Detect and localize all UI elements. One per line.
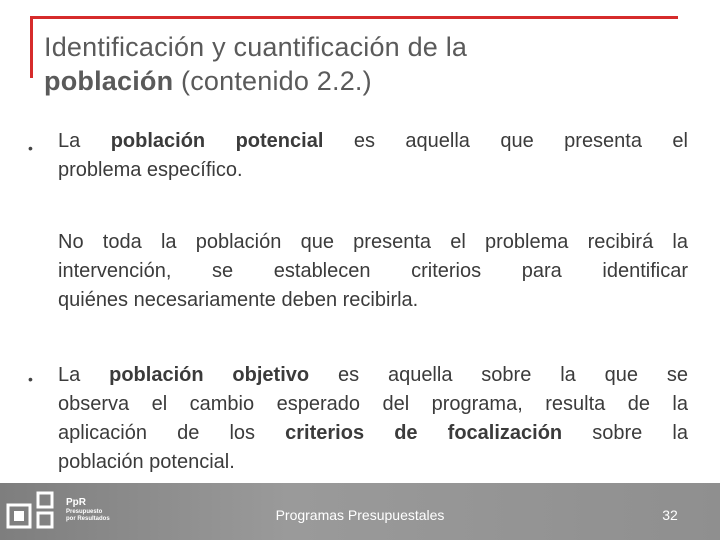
paragraph-poblacion-objetivo [58, 361, 688, 477]
text-run: quiénes necesariamente deben recibirla. [58, 289, 419, 311]
logo-main-text: PpR [66, 497, 86, 508]
bullet-1: • [28, 140, 33, 156]
footer-title: Programas Presupuestales [275, 507, 445, 523]
bold-term: criterios de focalización [285, 422, 563, 444]
page-number: 32 [662, 507, 678, 523]
title-bold-word: población [44, 66, 174, 96]
paragraph-line [58, 257, 688, 286]
text-run: No toda la población que presenta el problema recibirá la [58, 231, 688, 253]
text-run: es aquella que presenta el [323, 130, 688, 152]
bullet-2: • [28, 371, 33, 387]
text-run: es aquella sobre la que se [309, 364, 688, 386]
text-run: intervención, se establecen criterios para identificar [58, 260, 688, 282]
text-run: sobre la [562, 422, 688, 444]
text-run: población potencial. [58, 451, 235, 473]
title-subtitle: (contenido 2.2.) [173, 66, 372, 96]
footer-bar [0, 483, 720, 540]
text-run: La [58, 130, 111, 152]
ppr-logo-icon [6, 491, 66, 533]
title-frame-top-border [30, 16, 678, 19]
bold-term: población potencial [110, 130, 324, 152]
paragraph-line [58, 228, 688, 257]
paragraph-line [58, 286, 688, 315]
text-run: problema específico. [58, 159, 243, 181]
paragraph-line [58, 448, 688, 477]
text-run: observa el cambio esperado del programa, resulta de la [58, 393, 688, 415]
paragraph-line [58, 127, 688, 156]
ppr-logo-text [66, 497, 110, 523]
paragraph-poblacion-potencial [58, 127, 688, 185]
paragraph-no-toda-la-poblacion [58, 228, 688, 315]
paragraph-line [58, 361, 688, 390]
text-run: aplicación de los [58, 422, 286, 444]
title-frame-left-border [30, 16, 33, 78]
logo-sub-text-2: por Resultados [66, 516, 110, 522]
title-line-2 [44, 64, 684, 98]
bold-term: población objetivo [109, 364, 310, 386]
paragraph-line [58, 419, 688, 448]
title-line-1: Identificación y cuantificación de la [44, 32, 468, 62]
paragraph-line [58, 156, 688, 185]
paragraph-line [58, 390, 688, 419]
logo-sub-text-1: Presupuesto [66, 509, 103, 515]
text-run: La [58, 364, 110, 386]
slide-title [44, 30, 684, 98]
